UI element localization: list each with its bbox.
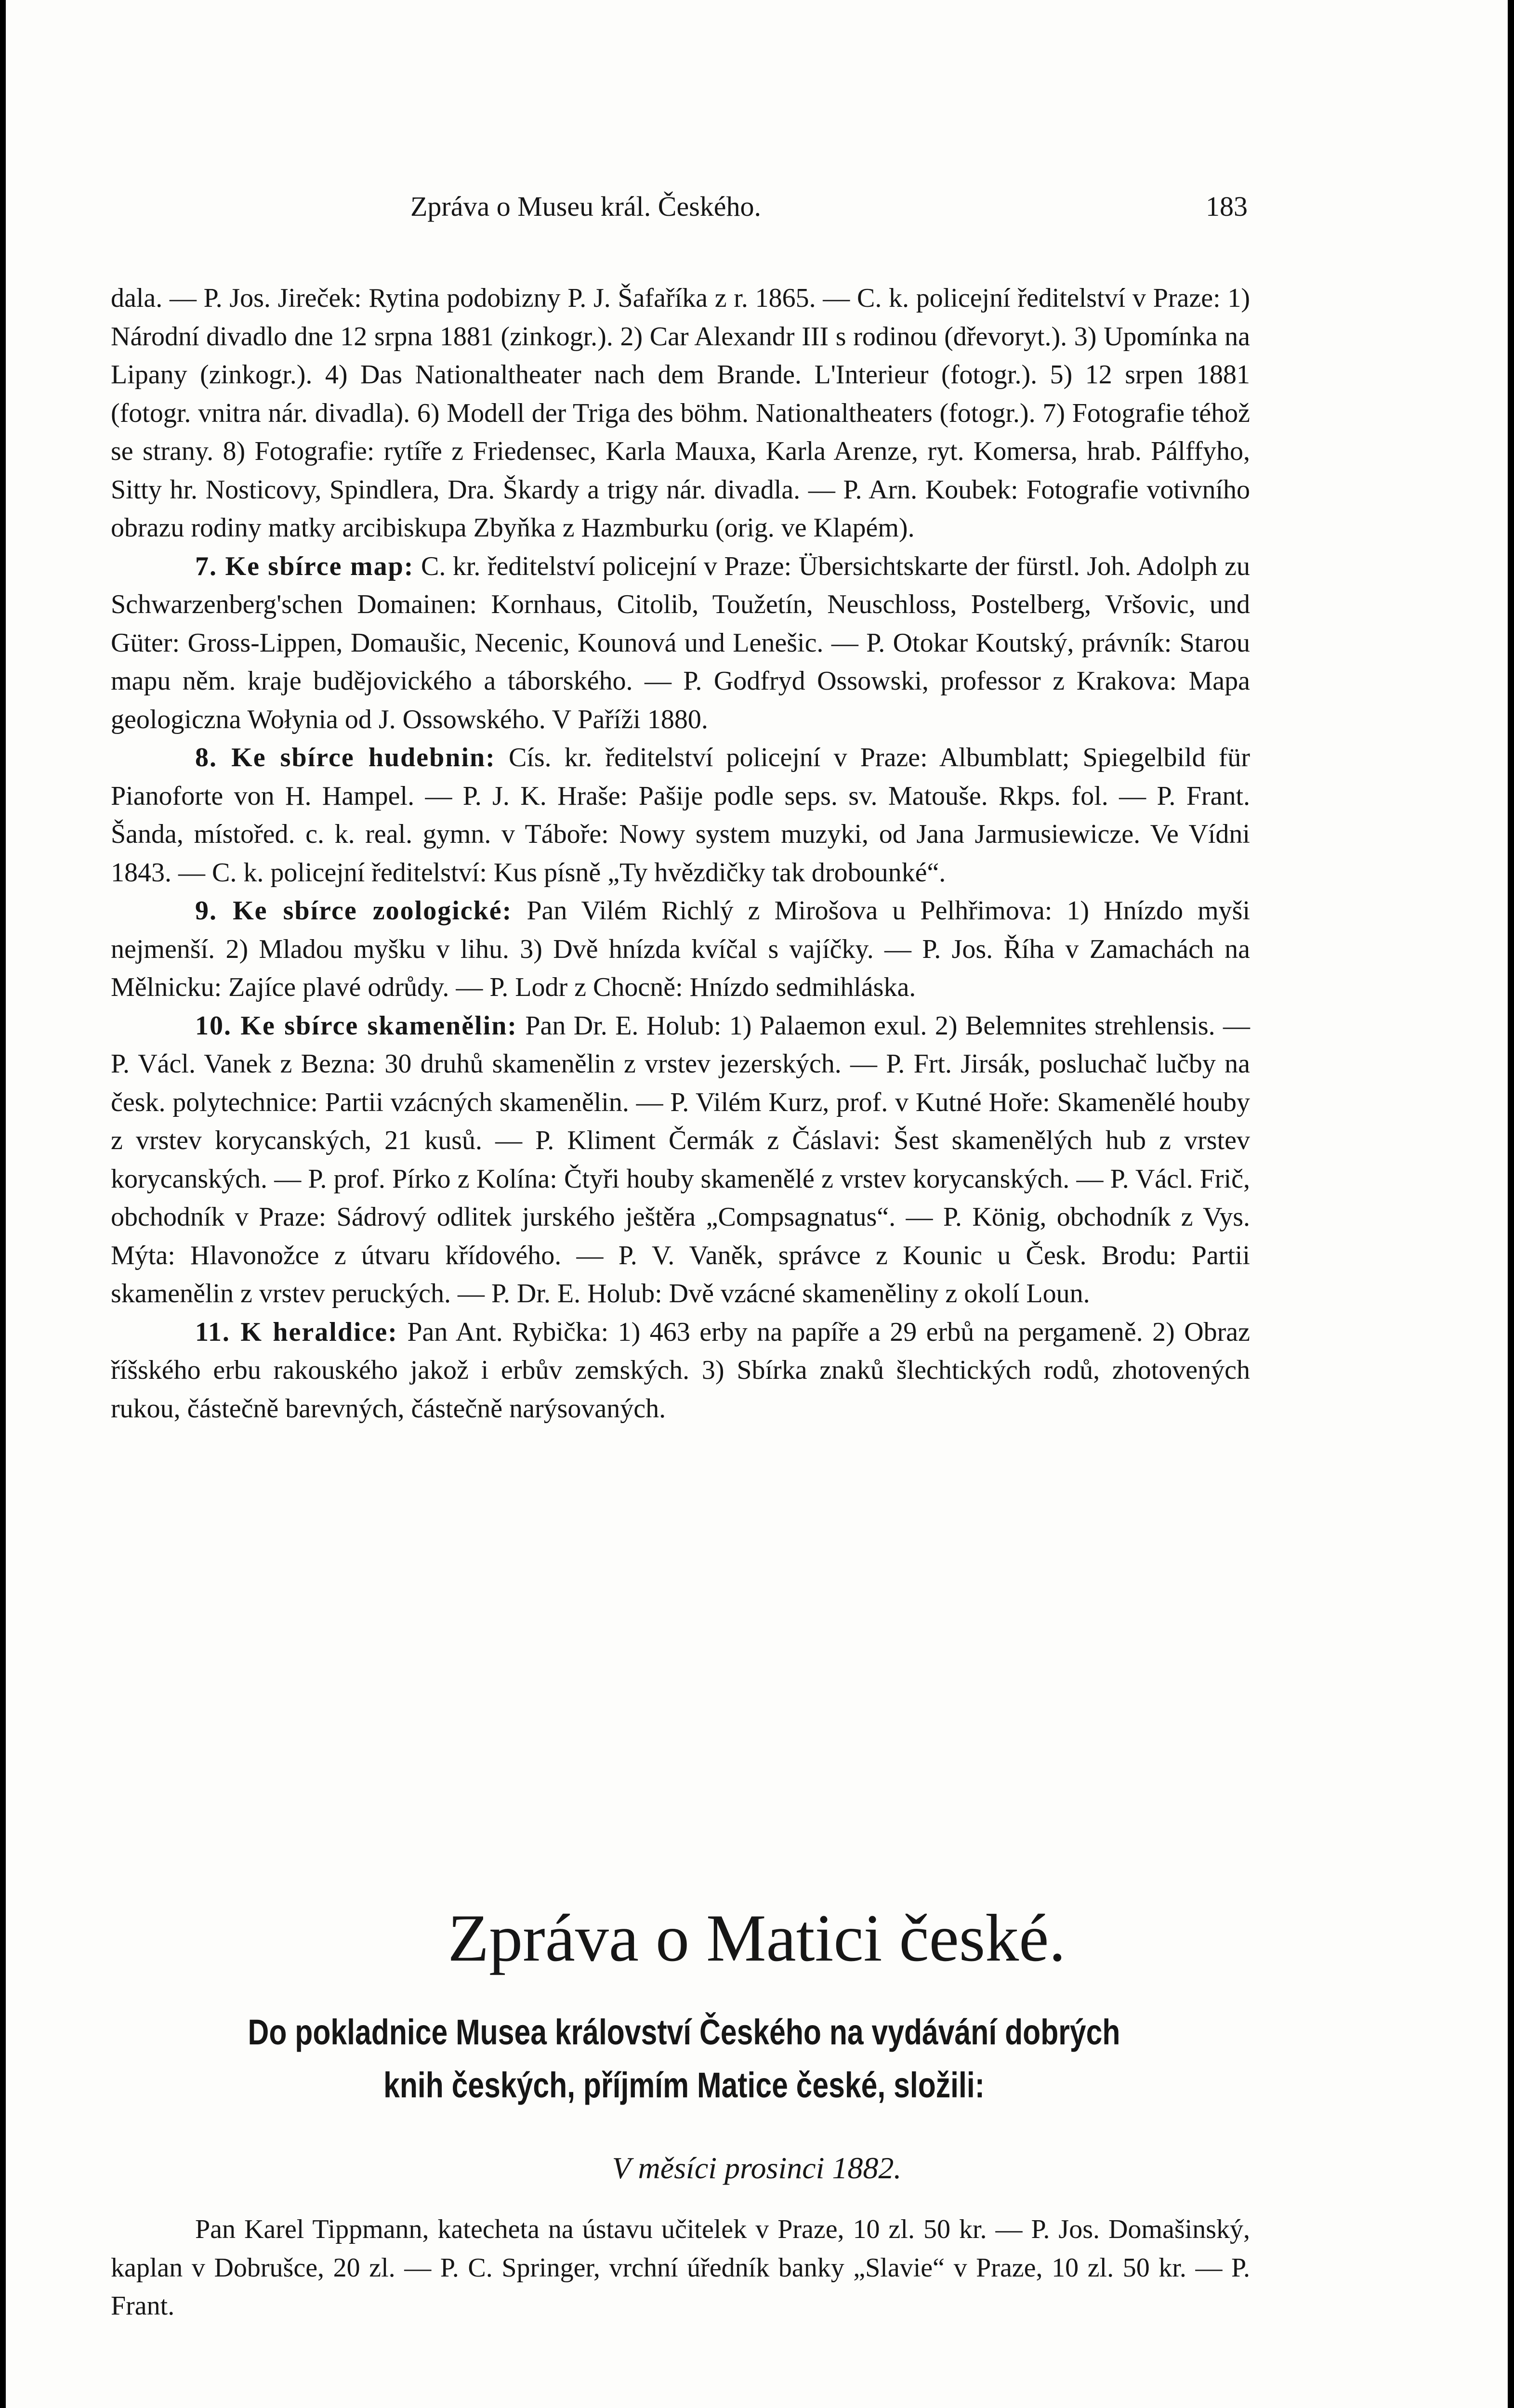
section-title-heraldry: 11. K heraldice: <box>195 1317 398 1347</box>
section-title-fossils: 10. Ke sbírce skamenělin: <box>195 1010 517 1041</box>
section-title-music: 8. Ke sbírce hudebnin: <box>195 743 496 772</box>
matice-heading: Zpráva o Matici české. <box>448 1901 1066 1976</box>
paragraph-text: Pan Vilém Richlý z Mirošova u Pelhřimova: 1) Hnízdo myši nejmenší. 2) Mladou myšku v lihu. 3) Dvě hnízda kvíčal s vajíčky. — P. Jos. Říha v Zamachách na Mělnicku: Zajíce plavé odrůdy. — P. Lodr z Chocně: Hnízdo sedmihláska. <box>111 896 1251 1002</box>
book-page <box>6 0 1508 2408</box>
running-head <box>6 190 1508 229</box>
collection-report-body <box>111 279 1250 1428</box>
paragraph-fossils <box>111 1007 1250 1313</box>
page-number: 183 <box>1206 191 1248 222</box>
month-heading: V měsíci prosinci 1882. <box>612 2151 902 2185</box>
paragraph-text: Cís. kr. ředitelství policejní v Praze: Albumblatt; Spiegelbild für Pianoforte von H. Hampel. — P. J. K. Hraše: Pašije podle seps. sv. Matouše. Rkps. fol. — P. Frant. Šanda, místořed. c. k. real. gymn. v Táboře: Nowy system muzyki, od Jana Jarmusiewicze. Ve Vídni 1843. — C. k. policejní ředitelství: Kus písně „Ty hvězdičky tak drobounké“. <box>111 743 1251 888</box>
paragraph-zoology <box>111 892 1250 1007</box>
paragraph-text: Pan Dr. E. Holub: 1) Palaemon exul. 2) Belemnites strehlensis. — P. Václ. Vanek z Bezna: 30 druhů skamenělin z vrstev jezerských. — P. Frt. Jirsák, posluchač lučby na česk. polytechnice: Partii vzácných skamenělin. — P. Vilém Kurz, prof. v Kutné Hoře: Skamenělé houby z vrstev korycanských, 21 kusů. — P. Kliment Čermák z Čáslavi: Šest skamenělých hub z vrstev korycanských. — P. prof. Pírko z Kolína: Čtyři houby skamenělé z vrstev korycanských. — P. Václ. Frič, obchodník v Praze: Sádrový odlitek jurského ještěra „Compsagnatus“. — P. König, obchodník z Vys. Mýta: Hlavonožce z útvaru křídového. — P. V. Vaněk, správce z Kounic u Česk. Brodu: Partii skamenělin z vrstev peruckých. — P. Dr. E. Holub: Dvě vzácné skameněliny z okolí Loun. <box>111 1010 1250 1309</box>
paragraph-text: C. kr. ředitelství policejní v Praze: Übersichtskarte der fürstl. Joh. Adolph zu Schwarzenberg'schen Domainen: Kornhaus, Citolib, Toužetín, Neuschloss, Postelberg, Vršovic, und Güter: Gross-Lippen, Domaušic, Necenic, Kounová und Lenešic. — P. Otokar Koutský, právník: Starou mapu něm. kraje budějovického a táborského. — P. Godfryd Ossowski, professor z Krakova: Mapa geologiczna Wołynia od J. Ossowského. V Paříži 1880. <box>111 551 1251 734</box>
donors-text: Pan Karel Tippmann, katecheta na ústavu učitelek v Praze, 10 zl. 50 kr. — P. Jos. Domašinský, kaplan v Dobrušce, 20 zl. — P. C. Springer, vrchní úředník banky „Slavie“ v Praze, 10 zl. 50 kr. — P. Frant. <box>111 2214 1250 2321</box>
paragraph-heraldry <box>111 1313 1250 1428</box>
paragraph-text: Pan Ant. Rybička: 1) 463 erby na papíře a 29 erbů na pergameně. 2) Obraz říšského erbu rakouského jakož i erbův zemských. 3) Sbírka znaků šlechtických rodů, zhotovených rukou, částečně barevných, částečně narýsovaných. <box>111 1317 1251 1424</box>
running-title: Zpráva o Museu král. Českého. <box>410 191 762 222</box>
section-title-zoology: 9. Ke sbírce zoologické: <box>195 896 513 926</box>
paragraph-text: dala. — P. Jos. Jireček: Rytina podobizny P. J. Šafaříka z r. 1865. — C. k. policejní ředitelství v Praze: 1) Národní divadlo dne 12 srpna 1881 (zinkogr.). 2) Car Alexandr III s rodinou (dřevoryt.). 3) Upomínka na Lipany (zinkogr.). 4) Das Nationaltheater nach dem Brande. L'Interieur (fotogr.). 5) 12 srpen 1881 (fotogr. vnitra nár. divadla). 6) Modell der Triga des böhm. Nationaltheaters (fotogr.). 7) Fotografie téhož se strany. 8) Fotografie: rytíře z Friedensec, Karla Mauxa, Karla Arenze, ryt. Komersa, hrab. Pálffyho, Sitty hr. Nosticovy, Spindlera, Dra. Škardy a trigy nár. divadla. — P. Arn. Koubek: Fotografie votivního obrazu rodiny matky arcibiskupa Zbyňka z Hazmburku (orig. ve Klapém). <box>111 283 1250 543</box>
paragraph-continuation <box>111 279 1250 548</box>
donors-heading: Do pokladnice Musea království Českého na vydávání dobrých knih českých, příjmím Matice české, složili: <box>248 2012 1120 2105</box>
paragraph-music <box>111 739 1250 892</box>
paragraph-maps <box>111 548 1250 739</box>
section-title-maps: 7. Ke sbírce map: <box>195 551 414 581</box>
